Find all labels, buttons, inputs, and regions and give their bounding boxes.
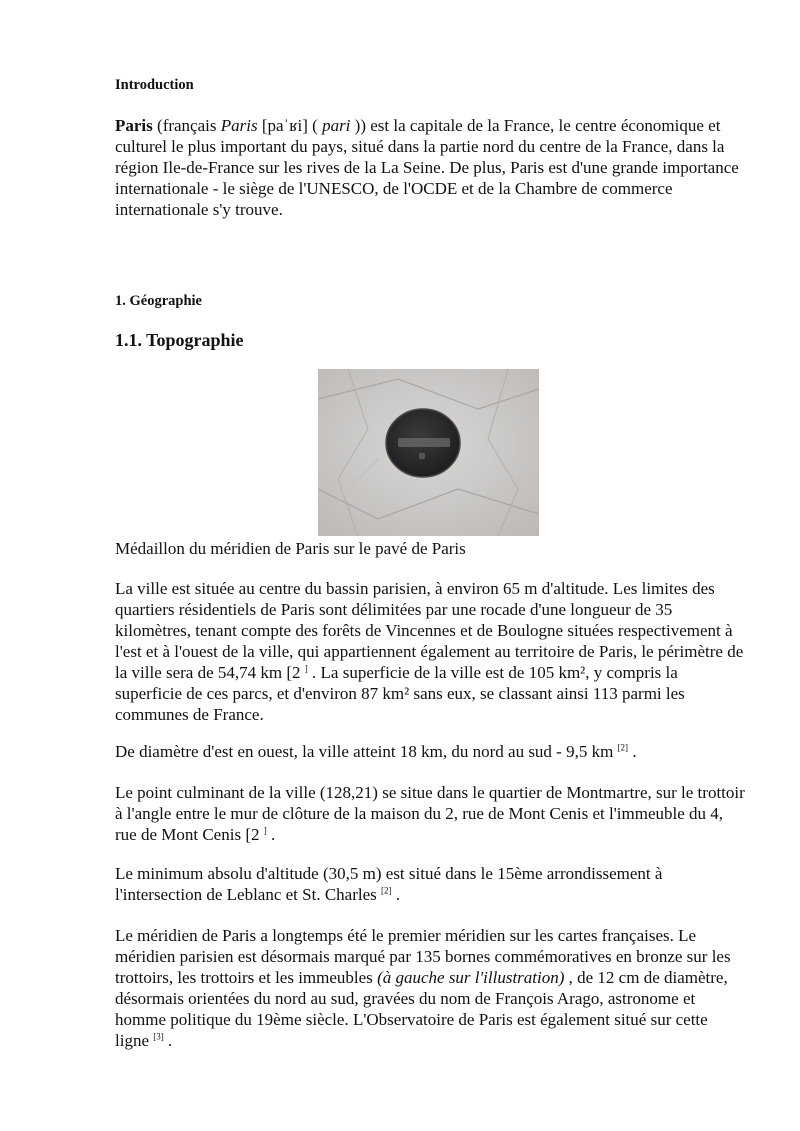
paragraph-location bbox=[115, 578, 745, 725]
p1-text-b: . La superficie de la ville est de 105 km², y compris la superficie de ces parcs, et d'environ 87 km² sans eux, se classant ainsi 113 parmi les communes de France. bbox=[115, 663, 685, 724]
paris-bold: Paris bbox=[115, 116, 153, 135]
topographie-heading: 1.1. Topographie bbox=[115, 330, 244, 350]
medallion-image bbox=[318, 369, 539, 536]
introduction-heading: Introduction bbox=[115, 77, 194, 93]
p5-text-b: , de 12 cm de diamètre, désormais orientées du nord au sud, gravées du nom de François Arago, astronome et homme politique du 19ème siècle. L'Observatoire de Paris est également situé sur cette ligne bbox=[115, 968, 728, 1050]
p4-text-b: . bbox=[391, 885, 401, 904]
meridian-medallion-photo bbox=[318, 369, 539, 536]
p3-text-b: . bbox=[266, 825, 276, 844]
paragraph-meridian bbox=[115, 925, 745, 1051]
p5-italic: (à gauche sur l'illustration) bbox=[377, 968, 565, 987]
footnote-ref: [2] bbox=[617, 742, 629, 753]
p2-text-b: . bbox=[628, 742, 637, 761]
footnote-ref: [3] bbox=[153, 1031, 164, 1042]
paris-italic: Paris bbox=[220, 116, 258, 135]
reference-mark: ] bbox=[263, 825, 267, 836]
pari-italic: pari bbox=[322, 116, 351, 135]
paragraph-diameter bbox=[115, 741, 745, 762]
geographie-heading: 1. Géographie bbox=[115, 293, 202, 309]
p5-text-a: Le méridien de Paris a longtemps été le premier méridien sur les cartes françaises. Le méridien parisien est désormais marqué par 135 bornes commémoratives en bronze sur les trottoirs, les trottoirs et les immeubles bbox=[115, 926, 731, 987]
figure-caption: Médaillon du méridien de Paris sur le pavé de Paris bbox=[115, 539, 466, 558]
reference-mark: ] bbox=[304, 663, 308, 674]
intro-text-1: (français bbox=[152, 116, 221, 135]
p4-text-a: Le minimum absolu d'altitude (30,5 m) est situé dans le 15ème arrondissement à l'intersection de Leblanc et St. Charles bbox=[115, 864, 663, 904]
paragraph-lowest-point bbox=[115, 863, 745, 905]
p3-text-a: Le point culminant de la ville (128,21) se situe dans le quartier de Montmartre, sur le trottoir à l'angle entre le mur de clôture de la maison du 2, rue de Mont Cenis et l'immeuble du 4, rue de Mont Cenis [2 bbox=[115, 783, 745, 844]
p2-text-a: De diamètre d'est en ouest, la ville atteint 18 km, du nord au sud - 9,5 km bbox=[115, 742, 618, 761]
intro-paragraph bbox=[115, 115, 745, 220]
p5-text-c: . bbox=[163, 1031, 173, 1050]
intro-text-2: [paˈʁi] ( bbox=[257, 116, 323, 135]
paragraph-highest-point bbox=[115, 782, 745, 845]
footnote-ref: [2] bbox=[381, 885, 392, 896]
intro-text-3: )) est la capitale de la France, le centre économique et culturel le plus important du pays, situé dans la partie nord du centre de la France, dans la région Ile-de-France sur les rives de la La Seine. De plus, Paris est d'une grande importance internationale - le siège de l'UNESCO, de l'OCDE et de la Chambre de commerce internationale s'y trouve. bbox=[115, 116, 739, 219]
p1-text-a: La ville est située au centre du bassin parisien, à environ 65 m d'altitude. Les limites des quartiers résidentiels de Paris sont délimitées par une rocade d'une longueur de 35 kilomètres, tenant compte des forêts de Vincennes et de Boulogne situées respectivement à l'est et à l'ouest de la ville, qui appartiennent également au territoire de Paris, le périmètre de la ville sera de 54,74 km [2 bbox=[115, 579, 744, 682]
